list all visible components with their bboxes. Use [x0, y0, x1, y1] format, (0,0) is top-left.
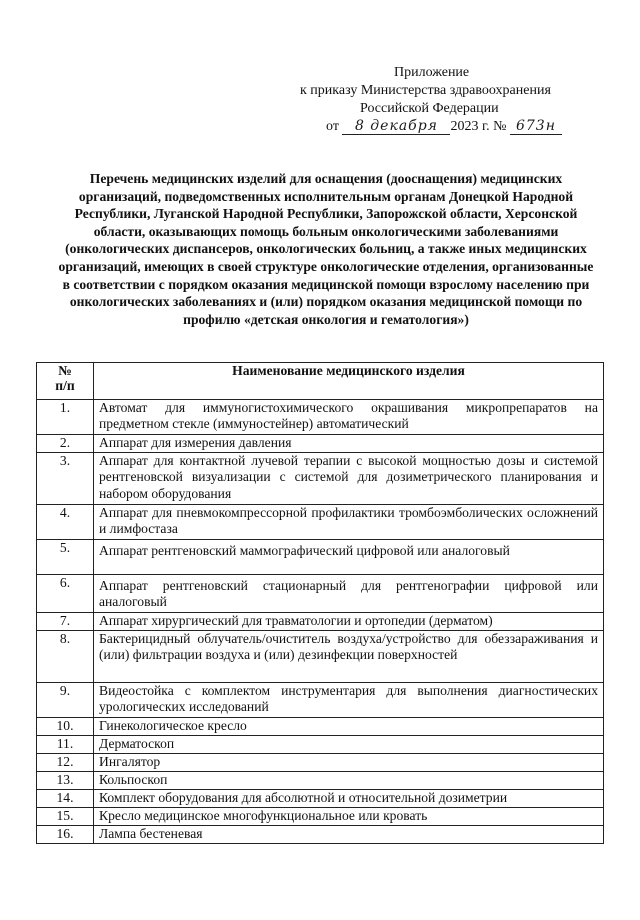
table-row: [37, 808, 604, 826]
table-row: [37, 631, 604, 683]
row-number: 1.: [37, 400, 94, 435]
table-header-row: [37, 363, 604, 400]
table-row: [37, 453, 604, 505]
table-body: [37, 400, 604, 844]
table-row: [37, 826, 604, 844]
order-date-line: [290, 118, 590, 136]
table-row: [37, 613, 604, 631]
order-reference: к приказу Министерства здравоохранения: [300, 83, 551, 98]
row-number: 3.: [37, 453, 94, 505]
row-number: 8.: [37, 631, 94, 683]
medical-devices-table: [36, 362, 604, 844]
column-header-number-line1: №: [58, 363, 72, 378]
row-number: 11.: [37, 736, 94, 754]
row-number: 12.: [37, 754, 94, 772]
device-name: Аппарат для пневмокомпрессорной профилактики тромбоэмболических осложнений и лимфостаза: [94, 505, 604, 540]
row-number: 15.: [37, 808, 94, 826]
device-name: Аппарат рентгеновский маммографический цифровой или аналоговый: [94, 540, 604, 575]
row-number: 7.: [37, 613, 94, 631]
column-header-name: Наименование медицинского изделия: [94, 363, 604, 400]
table-row: [37, 772, 604, 790]
row-number: 16.: [37, 826, 94, 844]
row-number: 6.: [37, 575, 94, 613]
device-name: Бактерицидный облучатель/очиститель воздуха/устройство для обеззараживания и (или) фильтрации воздуха и (или) дезинфекции поверхностей: [94, 631, 604, 683]
column-header-number: [37, 363, 94, 400]
device-name: Аппарат хирургический для травматологии и ортопедии (дерматом): [94, 613, 604, 631]
device-name: Автомат для иммуногистохимического окрашивания микропрепаратов на предметном стекле (иммуностейнер) автоматический: [94, 400, 604, 435]
federation-name: Российской Федерации: [360, 101, 499, 116]
row-number: 13.: [37, 772, 94, 790]
appendix-header: [290, 64, 590, 136]
device-name: Дерматоскоп: [94, 736, 604, 754]
row-number: 4.: [37, 505, 94, 540]
table-row: [37, 540, 604, 575]
table-row: [37, 435, 604, 453]
table-row: [37, 754, 604, 772]
row-number: 2.: [37, 435, 94, 453]
device-name: Кольпоскоп: [94, 772, 604, 790]
device-name: Аппарат для измерения давления: [94, 435, 604, 453]
device-name: Комплект оборудования для абсолютной и относительной дозиметрии: [94, 790, 604, 808]
document-title: Перечень медицинских изделий для оснащения (дооснащения) медицинских организаций, подведомственных исполнительным органам Донецкой Народной Республики, Луганской Народной Республики, Запорожской области, Херсонской области, оказывающих помощь больным онкологическими заболеваниями (онкологических диспансеров, онкологических больниц, а также иных медицинских организаций, имеющих в своей структуре онкологические отделения, организованные в соответствии с порядком оказания медицинской помощи взрослому населению при онкологических заболеваниях и (или) порядком оказания медицинской помощи по профилю «детская онкология и гематология»): [58, 171, 594, 327]
device-name: Лампа бестеневая: [94, 826, 604, 844]
row-number: 5.: [37, 540, 94, 575]
column-header-number-line2: п/п: [55, 378, 75, 393]
appendix-label: Приложение: [394, 65, 470, 80]
table-row: [37, 575, 604, 613]
date-prefix: от: [326, 119, 339, 134]
device-name: Аппарат рентгеновский стационарный для рентгенографии цифровой или аналоговый: [94, 575, 604, 613]
table-row: [37, 790, 604, 808]
row-number: 14.: [37, 790, 94, 808]
device-name: Кресло медицинское многофункциональное или кровать: [94, 808, 604, 826]
device-name: Ингалятор: [94, 754, 604, 772]
handwritten-order-number: 673н: [510, 118, 562, 135]
table-row: [37, 505, 604, 540]
table-row: [37, 718, 604, 736]
row-number: 9.: [37, 683, 94, 718]
table-row: [37, 683, 604, 718]
handwritten-date: 8 декабря: [342, 118, 450, 135]
order-year-number-label: 2023 г. №: [450, 119, 507, 134]
device-name: Видеостойка с комплектом инструментария для выполнения диагностических урологических исследований: [94, 683, 604, 718]
device-name: Гинекологическое кресло: [94, 718, 604, 736]
table-row: [37, 400, 604, 435]
row-number: 10.: [37, 718, 94, 736]
table-row: [37, 736, 604, 754]
device-name: Аппарат для контактной лучевой терапии с высокой мощностью дозы и системой рентгеновской визуализации с системой для дозиметрического планирования и набором оборудования: [94, 453, 604, 505]
